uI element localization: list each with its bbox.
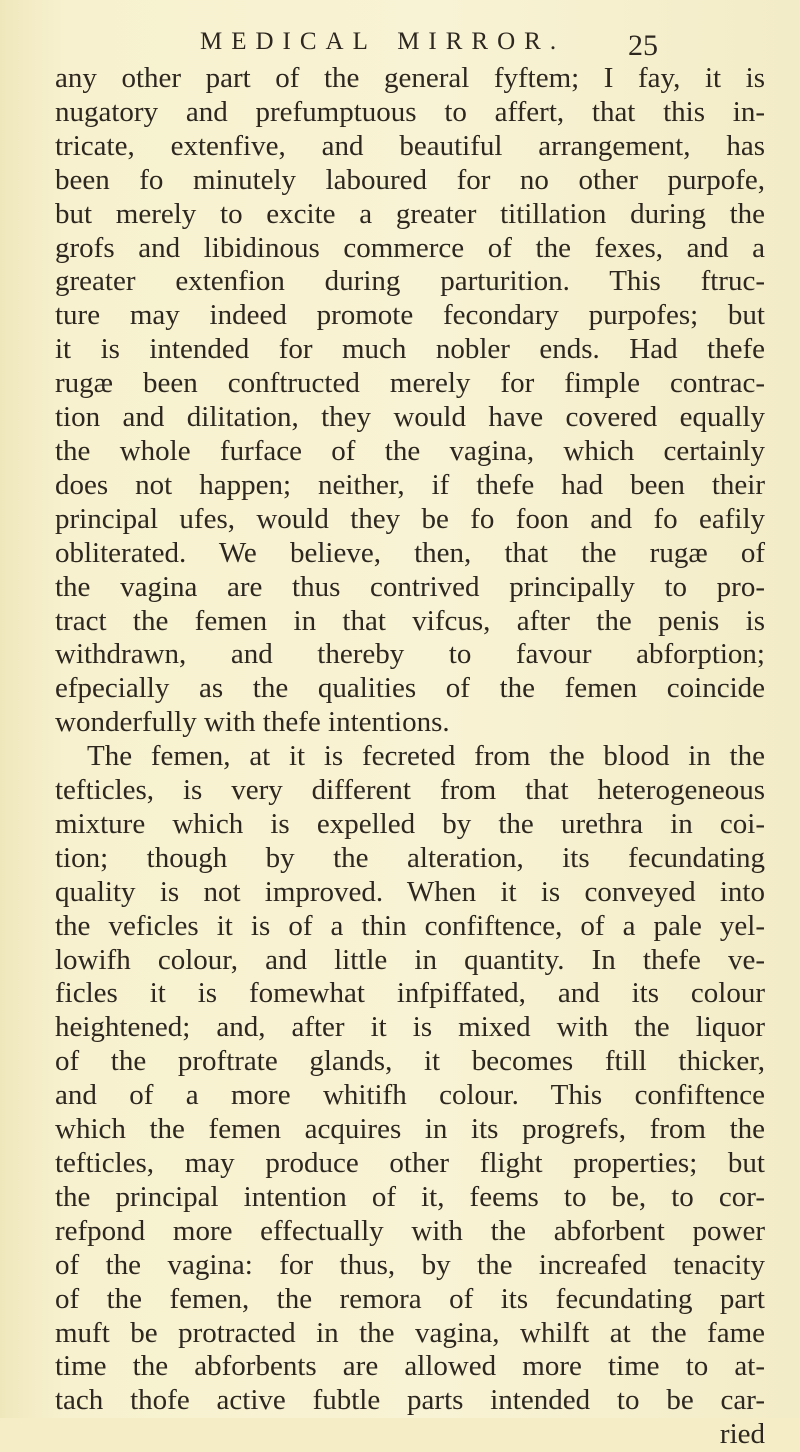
- page-number: 25: [628, 29, 658, 62]
- text-line: any other part of the general fyftem; I fay, it is: [55, 62, 765, 94]
- text-line: the principal intention of it, feems to be, to cor-: [55, 1180, 765, 1213]
- text-line: principal ufes, would they be fo foon and fo eafily: [55, 502, 765, 535]
- text-line: wonderfully with thefe intentions.: [55, 706, 450, 739]
- text-line: efpecially as the qualities of the femen coincide: [55, 672, 765, 705]
- text-line: been fo minutely laboured for no other purpofe,: [55, 163, 765, 196]
- text-line: the veficles it is of a thin confiftence, of a pale yel-: [55, 909, 765, 942]
- body-text: [55, 62, 765, 1452]
- text-line: ture may indeed promote fecondary purpofes; but: [55, 299, 765, 332]
- text-line: tract the femen in that vifcus, after the penis is: [55, 604, 765, 637]
- text-line: rugæ been conftructed merely for fimple contrac-: [55, 367, 765, 400]
- text-line: tefticles, is very different from that heterogeneous: [55, 774, 765, 807]
- text-line: tach thofe active fubtle parts intended to be car-: [55, 1384, 765, 1417]
- text-line: tefticles, may produce other flight properties; but: [55, 1147, 765, 1179]
- text-line: nugatory and prefumptuous to affert, that this in-: [55, 95, 765, 128]
- text-line: time the abforbents are allowed more time to at-: [55, 1350, 765, 1383]
- text-line: obliterated. We believe, then, that the rugæ of: [55, 536, 765, 569]
- text-line: of the femen, the remora of its fecundating part: [55, 1282, 765, 1315]
- text-line: heightened; and, after it is mixed with the liquor: [55, 1011, 765, 1044]
- text-line: refpond more effectually with the abforbent power: [55, 1214, 765, 1247]
- text-line: withdrawn, and thereby to favour abforption;: [55, 638, 765, 671]
- text-line: ficles it is fomewhat infpiffated, and its colour: [55, 977, 765, 1010]
- text-line: quality is not improved. When it is conveyed into: [55, 875, 765, 908]
- text-line: the whole furface of the vagina, which certainly: [55, 434, 765, 467]
- text-line: of the proftrate glands, it becomes ftill thicker,: [55, 1045, 765, 1078]
- text-line: of the vagina: for thus, by the increafed tenacity: [55, 1248, 765, 1281]
- text-line: which the femen acquires in its progrefs, from the: [55, 1113, 765, 1146]
- text-line: does not happen; neither, if thefe had been their: [55, 468, 765, 501]
- text-line: tion; though by the alteration, its fecundating: [55, 841, 765, 874]
- text-line: but merely to excite a greater titillation during the: [55, 197, 765, 230]
- running-head: [200, 26, 720, 62]
- text-line: lowifh colour, and little in quantity. In thefe ve-: [55, 943, 765, 976]
- text-line: grofs and libidinous commerce of the fexes, and a: [55, 231, 765, 264]
- text-line: and of a more whitifh colour. This confiftence: [55, 1079, 765, 1112]
- text-line: mixture which is expelled by the urethra in coi-: [55, 807, 765, 840]
- catchword: ried: [719, 1418, 765, 1451]
- text-line: muft be protracted in the vagina, whilft at the fame: [55, 1316, 765, 1349]
- text-line: tion and dilitation, they would have covered equally: [55, 401, 765, 434]
- text-line: the vagina are thus contrived principally to pro-: [55, 570, 765, 603]
- running-head-title: MEDICAL MIRROR.: [200, 28, 566, 55]
- text-line: tricate, extenfive, and beautiful arrangement, has: [55, 129, 765, 162]
- text-line: The femen, at it is fecreted from the blood in the: [87, 740, 765, 773]
- text-line: greater extenfion during parturition. This ftruc-: [55, 265, 765, 298]
- text-line: it is intended for much nobler ends. Had thefe: [55, 333, 765, 366]
